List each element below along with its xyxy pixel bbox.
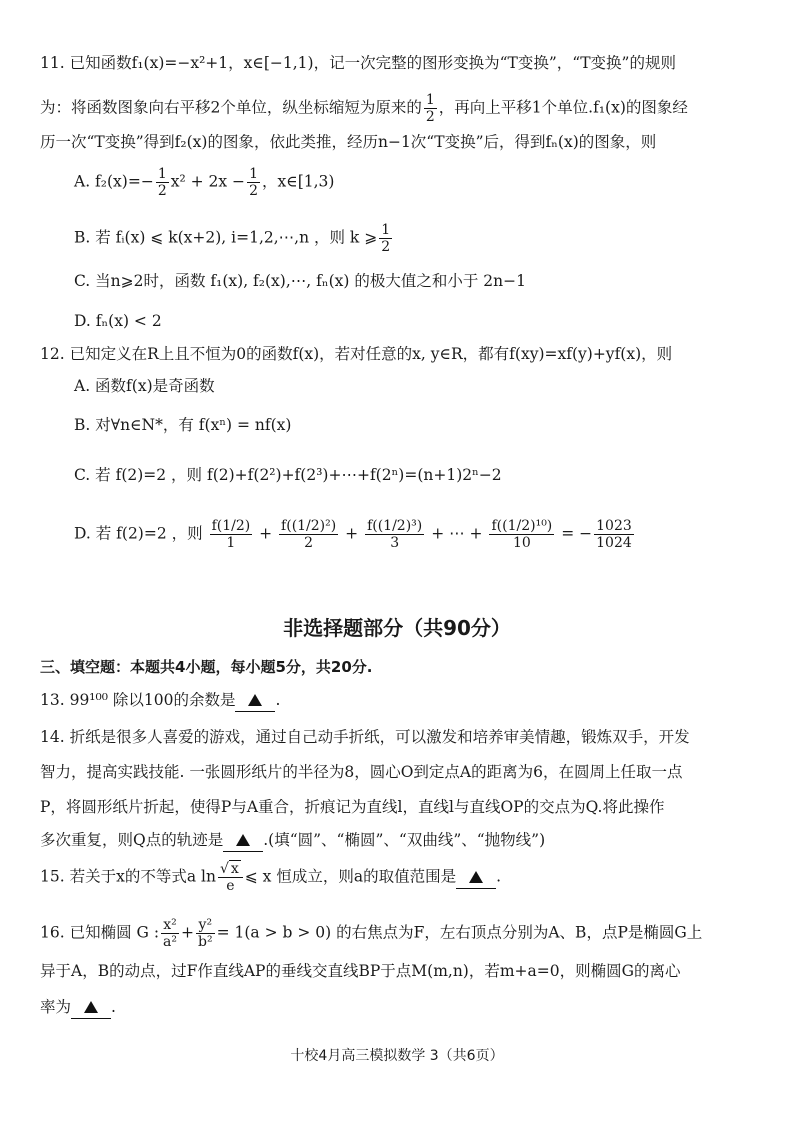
q12-option-b: B. 对∀n∈N*，有 f(xⁿ) = nf(x) [74,416,292,434]
q12-d-rhs [594,518,634,551]
q12-d-term10 [489,518,554,551]
q16-y-fraction [196,917,215,950]
q15-fraction [218,861,243,894]
q16-x-fraction [161,917,179,950]
section-heading: 非选择题部分（共90分） [283,616,511,640]
triangle-icon [248,694,262,706]
term3-den: 3 [390,535,400,551]
term2-den: 2 [304,535,314,551]
q11-a-part3: ，x∈[1,3) [261,172,335,191]
q14-line4 [40,829,545,852]
q15 [40,861,501,894]
q13-period: . [275,691,281,709]
q14-answer-blank[interactable] [223,829,263,852]
x2: x² [163,917,177,933]
rhs-num: 1023 [596,518,632,534]
num: 1 [381,222,391,238]
fraction-one-half [424,92,437,125]
q11-a-part1: A. f₂(x)=− [74,172,154,191]
q16-line3-text: 率为 [40,998,72,1016]
q12-d-equals: = − [561,524,593,543]
q12-stem: 12. 已知定义在R上且不恒为0的函数f(x)，若对任意的x, y∈R，都有f(xy)=xf(y)+yf(x)，则 [40,345,673,363]
q11-line2-start: 为：将函数图象向右平移2个单位，纵坐标缩短为原来的 [40,98,422,117]
page-footer: 十校4月高三模拟数学 3（共6页） [290,1048,504,1064]
q11-line1: 11. 已知函数f₁(x)=−x²+1，x∈[−1,1)，记一次完整的图形变换为“T变换”，“T变换”的规则 [40,54,676,72]
q11-option-b [74,222,394,255]
term10-num: f((1/2)¹⁰) [491,518,553,534]
q11-line2 [40,92,688,125]
rhs-den: 1024 [596,535,632,551]
q16-line2: 异于A，B的动点，过F作直线AP的垂线交直线BP于点M(m,n)，若m+a=0，则椭圆G的离心 [40,962,681,980]
q16-text-a: 16. 已知椭圆 G : [40,923,160,942]
triangle-icon [469,871,483,883]
den: 2 [249,183,258,199]
half-den: 2 [425,109,435,125]
term3-num: f((1/2)³) [367,518,423,534]
term1-num: f(1/2) [211,518,251,534]
section-three-title: 三、填空题：本题共4小题，每小题5分，共20分. [40,658,373,676]
q12-d-term1 [210,518,253,551]
q15-text-b: ⩽ x 恒成立，则a的取值范围是 [244,867,457,886]
q15-den: e [226,878,235,894]
q13-answer-blank[interactable] [235,689,275,712]
fraction-half-b [379,222,392,255]
q13 [40,689,280,712]
q11-option-d: D. fₙ(x) < 2 [74,312,162,330]
q13-text: 13. 99¹⁰⁰ 除以100的余数是 [40,691,236,709]
triangle-icon [84,1001,98,1013]
q12-d-prefix: D. 若 f(2)=2 ，则 [74,524,203,543]
q15-num [218,861,243,877]
fraction-half-a2 [247,166,260,199]
q14-line3: P，将圆形纸片折起，使得P与A重合，折痕记为直线l，直线l与直线OP的交点为Q.将此操作 [40,798,665,816]
q16-period: . [111,998,116,1016]
q12-option-a: A. 函数f(x)是奇函数 [74,377,215,395]
q14-line1: 14. 折纸是很多人喜爱的游戏，通过自己动手折纸，可以激发和培养审美情趣，锻炼双手，开发 [40,728,690,746]
q16-line3 [40,996,116,1019]
term10-den: 10 [512,535,531,551]
q16-line1: 16. 已知椭圆 G : $\frac{\text{x²}}{\text{a²}}$ + $\frac{\text{y²}}{\text{b²}}$ = 1(a > b > 0) 的右焦点为F，左右顶点分别为A、B，点P是椭圆G上 [40,917,703,950]
q15-sqrt-x: x [230,861,239,877]
q14-line2: 智力，提高实践技能. 一张圆形纸片的半径为8，圆心O到定点A的距离为6，在圆周上任取一点 [40,763,683,781]
fraction-half-a1 [156,166,169,199]
q16-text-b: = 1(a > b > 0) 的右焦点为F，左右顶点分别为A、B，点P是椭圆G上 [216,923,703,942]
q12-option-c: C. 若 f(2)=2 ，则 f(2)+f(2²)+f(2³)+⋯+f(2ⁿ)=(n+1)2ⁿ−2 [74,466,502,484]
q16-answer-blank[interactable] [71,996,111,1019]
q11-b-text: B. 若 fᵢ(x) ⩽ k(x+2), i=1,2,⋯,n ，则 k ⩾ [74,228,378,247]
q11-a-part2: x² + 2x − [170,172,246,191]
q11-option-c: C. 当n⩾2时，函数 f₁(x), f₂(x),⋯, fₙ(x) 的极大值之和小于 2n−1 [74,272,526,290]
q11-option-a [74,166,334,199]
b2: b² [198,934,213,950]
q12-option-d: D. 若 f(2)=2 ，则 $\frac{f(1/2)}{1}$ + $\frac{\text{f((1/2)²)}}{2}$ + $\frac{\text{f((1/2)³)}}{3}$ + ⋯ + $\frac{\text{f((1/2)¹⁰)}}{10}$ = − $\frac{1023}{1024}$ [74,518,632,551]
a2: a² [163,934,178,950]
q11-line3: 历一次“T变换”得到f₂(x)的图象，依此类推，经历n−1次“T变换”后，得到fₙ(x)的图象，则 [40,133,657,151]
num: 1 [157,166,167,182]
triangle-icon [236,834,250,846]
q12-d-dots: + ⋯ + [431,524,483,543]
q12-d-term3 [365,518,424,551]
den: 2 [157,183,167,199]
sqrt-symbol: √ [219,861,229,877]
q11-line2-end: ，再向上平移1个单位.f₁(x)的图象经 [438,98,688,117]
q15-answer-blank[interactable] [456,866,496,889]
q12-d-term2 [279,518,338,551]
y2: y² [198,917,213,933]
den: 2 [381,239,391,255]
term1-den: 1 [226,535,236,551]
half-num: 1 [425,92,435,108]
q14-line4-hint: .(填“圆”、“椭圆”、“双曲线”、“抛物线”) [263,831,546,849]
q15-period: . [496,867,502,886]
q15-text-a: 15. 若关于x的不等式a ln [40,867,216,886]
num: 1 [249,166,258,182]
q14-line4-text: 多次重复，则Q点的轨迹是 [40,831,224,849]
term2-num: f((1/2)²) [281,518,337,534]
